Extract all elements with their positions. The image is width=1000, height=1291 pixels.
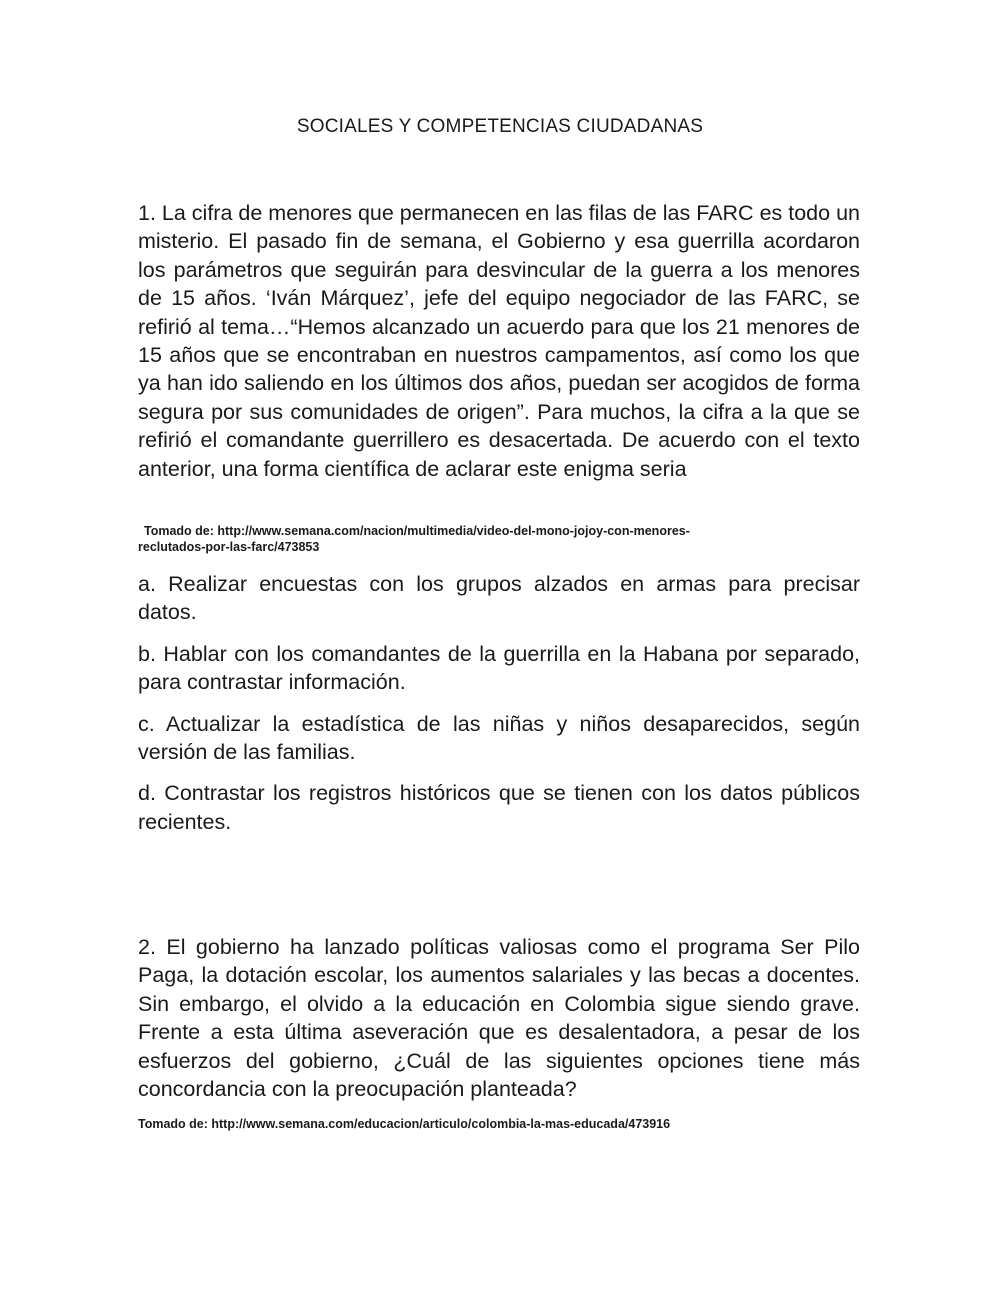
option-d: d. Contrastar los registros históricos que se tienen con los datos públicos recientes. xyxy=(138,781,860,834)
option-a: a. Realizar encuestas con los grupos alzados en armas para precisar datos. xyxy=(138,572,860,625)
question-1-source xyxy=(138,523,860,555)
question-1 xyxy=(138,199,860,483)
question-2-text: 2. El gobierno ha lanzado políticas valiosas como el programa Ser Pilo Paga, la dotación escolar, los aumentos salariales y las becas a docentes. Sin embargo, el olvido a la educación en Colombia sigue siendo grave. Frente a esta última aseveración que es desalentadora, a pesar de los esfuerzos del gobierno, ¿Cuál de las siguientes opciones tiene más concordancia con la preocupación planteada? xyxy=(138,935,860,1102)
question-1-options xyxy=(138,570,860,849)
source-text: Tomado de: http://www.semana.com/educacion/articulo/colombia-la-mas-educada/473916 xyxy=(138,1117,671,1131)
question-2-source xyxy=(138,1116,860,1132)
question-1-text: 1. La cifra de menores que permanecen en las filas de las FARC es todo un misterio. El pasado fin de semana, el Gobierno y esa guerrilla acordaron los parámetros que seguirán para desvincular de la guerra a los menores de 15 años. ‘Iván Márquez’, jefe del equipo negociador de las FARC, se refirió al tema…“Hemos alcanzado un acuerdo para que los 21 menores de 15 años que se encontraban en nuestros campamentos, así como los que ya han ido saliendo en los últimos dos años, puedan ser acogidos de forma segura por sus comunidades de origen”. Para muchos, la cifra a la que se refirió el comandante guerrillero es desacertada. De acuerdo con el texto anterior, una forma científica de aclarar este enigma seria xyxy=(138,201,860,481)
question-2 xyxy=(138,933,860,1103)
option-b: b. Hablar con los comandantes de la guerrilla en la Habana por separado, para contrastar información. xyxy=(138,641,860,695)
page-title: SOCIALES Y COMPETENCIAS CIUDADANAS xyxy=(296,116,704,137)
option-c: c. Actualizar la estadística de las niñas y niños desaparecidos, según versión de las familias. xyxy=(138,711,860,765)
source-line-1: Tomado de: http://www.semana.com/nacion/multimedia/video-del-mono-jojoy-con-menores- xyxy=(144,524,690,538)
source-line-2: reclutados-por-las-farc/473853 xyxy=(138,540,320,554)
